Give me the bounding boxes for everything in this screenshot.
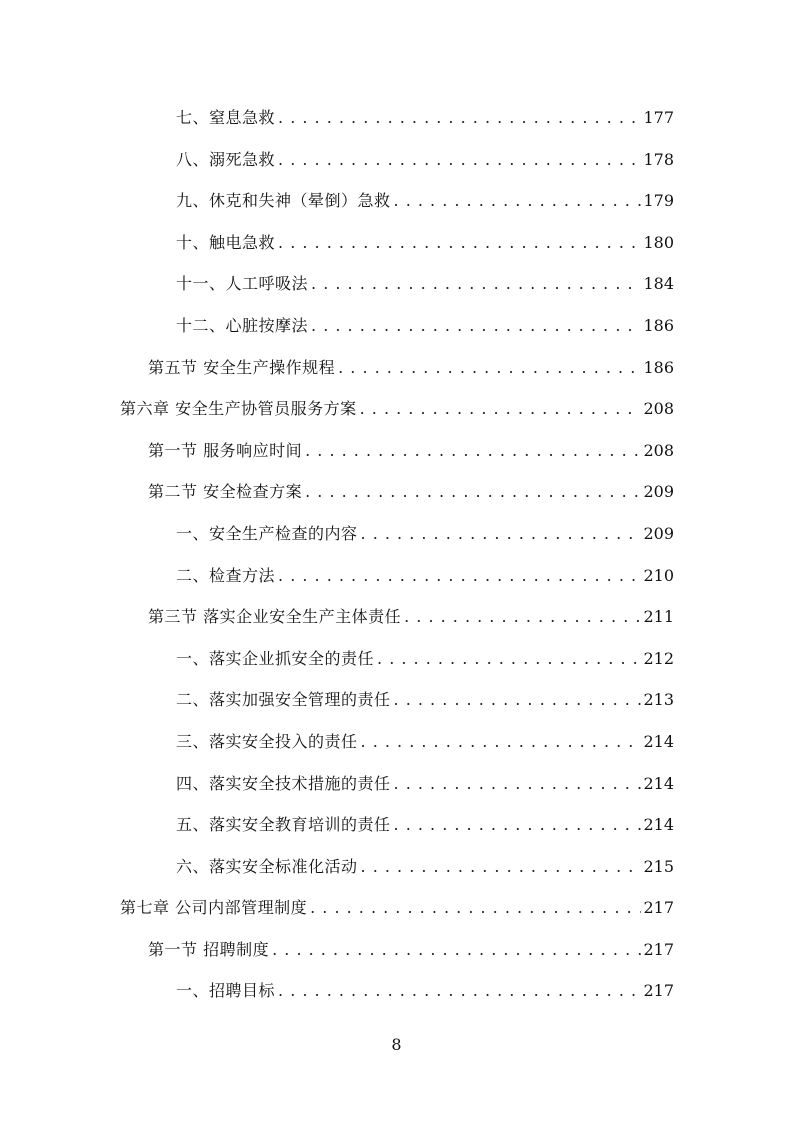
toc-entry-item[interactable] (0, 305, 793, 347)
toc-entry-page: 217 (643, 898, 674, 918)
toc-entry-item[interactable] (0, 180, 793, 222)
toc-entry-title: 一、落实企业抓安全的责任 (176, 648, 375, 668)
toc-entry-page: 212 (643, 648, 674, 668)
toc-dot-leader (305, 471, 641, 513)
toc-entry-section[interactable] (0, 347, 793, 389)
toc-entry-page: 210 (643, 565, 674, 585)
toc-entry-item[interactable] (0, 679, 793, 721)
toc-entry-section[interactable] (0, 929, 793, 971)
toc-dot-leader (394, 763, 642, 805)
toc-entry-page: 217 (643, 981, 674, 1001)
toc-dot-leader (278, 97, 641, 139)
toc-entry-page: 180 (643, 232, 674, 252)
toc-entry-title: 第一节 服务响应时间 (148, 440, 303, 460)
toc-entry-title: 第六章 安全生产协管员服务方案 (120, 399, 357, 419)
toc-entry-page: 214 (643, 731, 674, 751)
toc-entry-title: 第五节 安全生产操作规程 (148, 357, 336, 377)
toc-entry-page: 208 (643, 399, 674, 419)
toc-entry-page: 178 (643, 149, 674, 169)
toc-entry-title: 第一节 招聘制度 (148, 939, 270, 959)
toc-entry-title: 第三节 落实企业安全生产主体责任 (148, 607, 402, 627)
toc-entry-page: 186 (643, 357, 674, 377)
toc-entry-page: 184 (643, 274, 674, 294)
toc-entry-title: 一、招聘目标 (176, 981, 276, 1001)
toc-dot-leader (360, 388, 642, 430)
toc-entry-title: 六、落实安全标准化活动 (176, 856, 358, 876)
toc-entry-title: 八、溺死急救 (176, 149, 276, 169)
toc-entry-title: 第二节 安全检查方案 (148, 482, 303, 502)
toc-dot-leader (404, 596, 641, 638)
toc-entry-title: 五、落实安全教育培训的责任 (176, 815, 391, 835)
toc-entry-item[interactable] (0, 638, 793, 680)
toc-entry-title: 二、检查方法 (176, 565, 276, 585)
toc-entry-item[interactable] (0, 804, 793, 846)
toc-entry-title: 七、窒息急救 (176, 108, 276, 127)
toc-entry-item[interactable] (0, 721, 793, 763)
toc-entry-item[interactable] (0, 139, 793, 181)
toc-entry-item[interactable] (0, 763, 793, 805)
toc-entry-page: 214 (643, 815, 674, 835)
toc-entry-page: 186 (643, 315, 674, 335)
toc-entry-title: 十二、心脏按摩法 (176, 315, 309, 335)
toc-dot-leader (394, 679, 642, 721)
toc-entry-title: 二、落实加强安全管理的责任 (176, 690, 391, 710)
toc-entry-title: 第七章 公司内部管理制度 (120, 898, 308, 918)
toc-entry-chapter[interactable] (0, 388, 793, 430)
toc-entry-section[interactable] (0, 471, 793, 513)
toc-entry-page: 214 (643, 773, 674, 793)
toc-entry-item[interactable] (0, 263, 793, 305)
toc-dot-leader (278, 139, 641, 181)
toc-entry-page: 217 (643, 939, 674, 959)
toc-entry-section[interactable] (0, 430, 793, 472)
toc-dot-leader (278, 555, 641, 597)
toc-entry-page: 208 (643, 440, 674, 460)
toc-entry-section[interactable] (0, 596, 793, 638)
toc-dot-leader (310, 887, 641, 929)
toc-entry-page: 179 (643, 191, 674, 211)
toc-entry-item[interactable] (0, 97, 793, 139)
toc-dot-leader (394, 804, 642, 846)
toc-entry-item[interactable] (0, 222, 793, 264)
toc-dot-leader (361, 846, 642, 888)
toc-entry-item[interactable] (0, 970, 793, 1012)
toc-entry-page: 215 (643, 856, 674, 876)
toc-dot-leader (311, 305, 641, 347)
toc-entry-page: 177 (643, 108, 674, 127)
toc-entry-title: 十、触电急救 (176, 232, 276, 252)
toc-dot-leader (394, 180, 642, 222)
toc-entry-page: 213 (643, 690, 674, 710)
toc-dot-leader (311, 263, 641, 305)
toc-dot-leader (278, 970, 641, 1012)
toc-dot-leader (361, 721, 642, 763)
table-of-contents (0, 97, 793, 1012)
toc-dot-leader (338, 347, 641, 389)
toc-entry-item[interactable] (0, 555, 793, 597)
toc-dot-leader (377, 638, 641, 680)
toc-entry-title: 十一、人工呼吸法 (176, 274, 309, 294)
toc-entry-chapter[interactable] (0, 887, 793, 929)
toc-entry-title: 四、落实安全技术措施的责任 (176, 773, 391, 793)
toc-entry-item[interactable] (0, 513, 793, 555)
toc-entry-page: 209 (643, 482, 674, 502)
toc-entry-title: 一、安全生产检查的内容 (176, 523, 358, 543)
toc-dot-leader (272, 929, 641, 971)
page-number: 8 (391, 1035, 402, 1054)
toc-entry-title: 三、落实安全投入的责任 (176, 731, 358, 751)
toc-dot-leader (278, 222, 641, 264)
toc-entry-item[interactable] (0, 846, 793, 888)
toc-entry-title: 九、休克和失神（晕倒）急救 (176, 191, 391, 211)
toc-entry-page: 211 (643, 607, 674, 627)
toc-entry-page: 209 (643, 523, 674, 543)
toc-dot-leader (305, 430, 641, 472)
toc-dot-leader (361, 513, 642, 555)
